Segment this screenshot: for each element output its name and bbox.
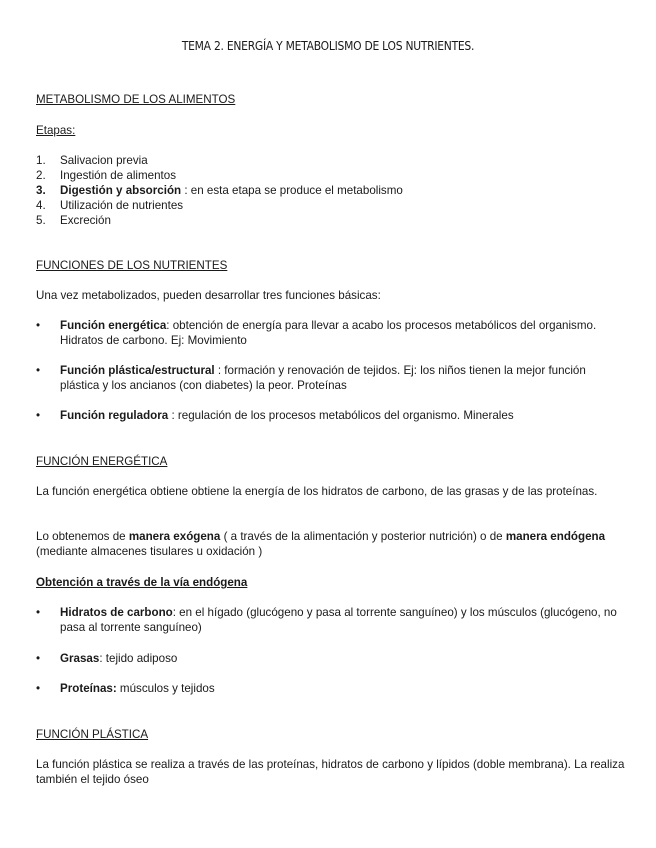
- document-title: TEMA 2. ENERGÍA Y METABOLISMO DE LOS NUTRIENTES.: [181, 38, 475, 53]
- list-text: Salivacion previa: [60, 154, 148, 167]
- section-heading-energetica: FUNCIÓN ENERGÉTICA: [36, 455, 168, 468]
- section-heading-plastica: FUNCIÓN PLÁSTICA: [36, 728, 149, 741]
- bullet-text: Hidratos de carbono: en el hígado (glucógeno y pasa al torrente sanguíneo) y los músculos (glucógeno, no pasa al torrente sanguíneo): [60, 606, 617, 634]
- section-heading-metabolismo: METABOLISMO DE LOS ALIMENTOS: [36, 93, 236, 106]
- list-number: 1.: [36, 154, 46, 167]
- list-text: Ingestión de alimentos: [60, 169, 177, 182]
- subheading-via-endogena: Obtención a través de la vía endógena: [36, 576, 248, 589]
- bullet-marker: •: [36, 364, 41, 377]
- bullet-marker: •: [36, 319, 41, 332]
- bullet-text: Grasas: tejido adiposo: [60, 652, 178, 665]
- paragraph-intro: Una vez metabolizados, pueden desarrollar tres funciones básicas:: [36, 289, 381, 302]
- bullet-marker: •: [36, 409, 41, 422]
- bullet-marker: •: [36, 682, 41, 695]
- paragraph-obtencion: Lo obtenemos de manera exógena ( a través de la alimentación y posterior nutrición) o de manera endógena (mediante almacenes tisulares u oxidación ): [36, 530, 606, 558]
- bullet-text: Función plástica/estructural : formación y renovación de tejidos. Ej: los niños tienen la mejor función plástica y los ancianos (con diabetes) la peor. Proteínas: [60, 364, 586, 392]
- bullet-marker: •: [36, 652, 41, 665]
- paragraph-energetica: La función energética obtiene obtiene la energía de los hidratos de carbono, de las grasas y de las proteínas.: [36, 485, 598, 498]
- bullet-text: Función energética: obtención de energía para llevar a acabo los procesos metabólicos del organismo. Hidratos de carbono. Ej: Movimiento: [60, 319, 597, 347]
- section-heading-funciones: FUNCIONES DE LOS NUTRIENTES: [36, 259, 228, 272]
- list-number: 2.: [36, 169, 46, 182]
- bullet-marker: •: [36, 606, 41, 619]
- bullet-text: Función reguladora : regulación de los procesos metabólicos del organismo. Minerales: [60, 409, 514, 422]
- list-text: Digestión y absorción : en esta etapa se produce el metabolismo: [60, 184, 403, 197]
- list-text: Utilización de nutrientes: [60, 199, 184, 212]
- list-number: 5.: [36, 214, 46, 227]
- bullet-text: Proteínas: músculos y tejidos: [60, 682, 215, 695]
- subheading-etapas: Etapas:: [36, 124, 76, 137]
- list-number: 3.: [36, 184, 46, 197]
- list-text: Excreción: [60, 214, 111, 227]
- list-number: 4.: [36, 199, 46, 212]
- paragraph-plastica: La función plástica se realiza a través de las proteínas, hidratos de carbono y lípidos (doble membrana). La realiza también el tejido óseo: [36, 758, 625, 786]
